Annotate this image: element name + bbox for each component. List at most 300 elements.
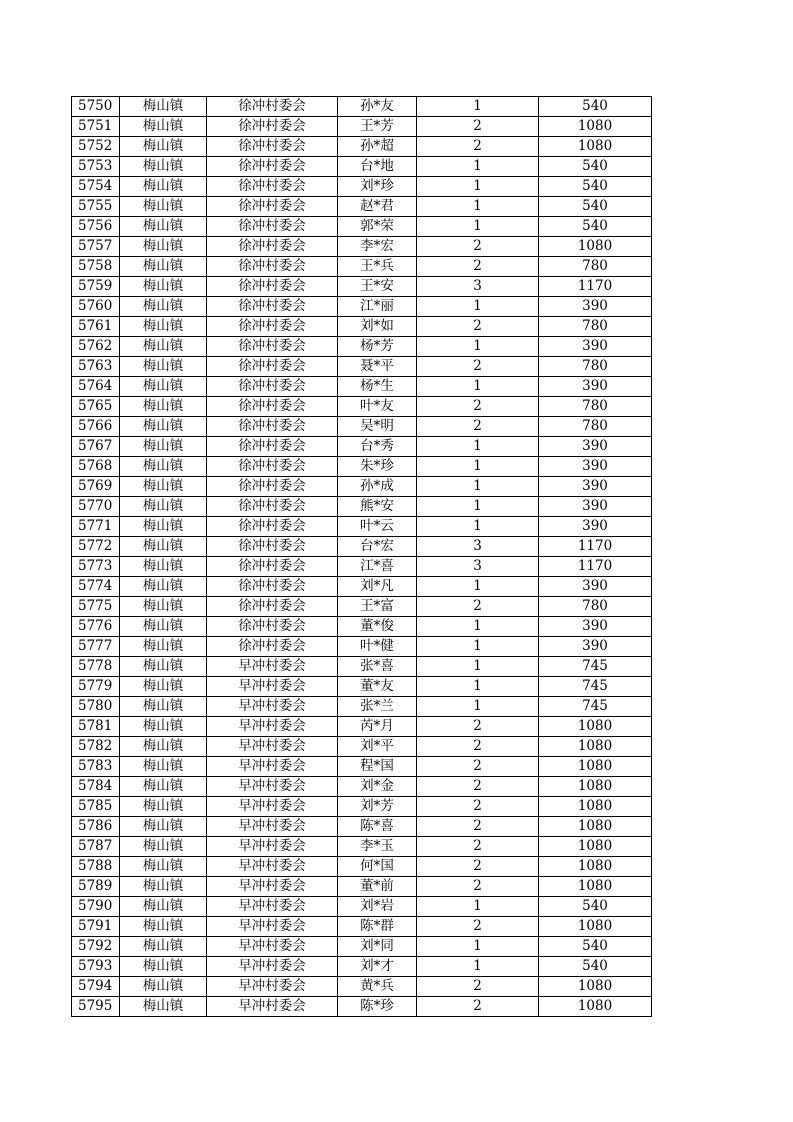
village-committee-cell: 早冲村委会 — [207, 857, 338, 877]
row-number-cell: 5759 — [72, 277, 120, 297]
table-row — [72, 557, 652, 577]
count-cell: 1 — [417, 477, 539, 497]
name-cell: 李*宏 — [338, 237, 417, 257]
village-committee-cell: 徐冲村委会 — [207, 517, 338, 537]
count-cell: 1 — [417, 197, 539, 217]
name-cell: 陈*珍 — [338, 997, 417, 1017]
amount-cell: 390 — [539, 457, 652, 477]
village-committee-cell: 徐冲村委会 — [207, 617, 338, 637]
amount-cell: 540 — [539, 957, 652, 977]
count-cell: 2 — [417, 837, 539, 857]
amount-cell: 745 — [539, 697, 652, 717]
town-cell: 梅山镇 — [120, 717, 207, 737]
name-cell: 江*喜 — [338, 557, 417, 577]
village-committee-cell: 徐冲村委会 — [207, 177, 338, 197]
town-cell: 梅山镇 — [120, 977, 207, 997]
amount-cell: 780 — [539, 597, 652, 617]
village-committee-cell: 早冲村委会 — [207, 797, 338, 817]
table-row — [72, 837, 652, 857]
name-cell: 董*俊 — [338, 617, 417, 637]
row-number-cell: 5787 — [72, 837, 120, 857]
name-cell: 聂*平 — [338, 357, 417, 377]
amount-cell: 540 — [539, 197, 652, 217]
table-row — [72, 457, 652, 477]
village-committee-cell: 早冲村委会 — [207, 897, 338, 917]
village-committee-cell: 徐冲村委会 — [207, 457, 338, 477]
amount-cell: 540 — [539, 157, 652, 177]
amount-cell: 390 — [539, 437, 652, 457]
table-row — [72, 917, 652, 937]
village-committee-cell: 早冲村委会 — [207, 837, 338, 857]
village-committee-cell: 徐冲村委会 — [207, 597, 338, 617]
town-cell: 梅山镇 — [120, 617, 207, 637]
town-cell: 梅山镇 — [120, 597, 207, 617]
table-row — [72, 217, 652, 237]
village-committee-cell: 早冲村委会 — [207, 677, 338, 697]
village-committee-cell: 徐冲村委会 — [207, 337, 338, 357]
table-row — [72, 437, 652, 457]
table-row — [72, 337, 652, 357]
table-row — [72, 617, 652, 637]
table-row — [72, 397, 652, 417]
table-row — [72, 637, 652, 657]
town-cell: 梅山镇 — [120, 677, 207, 697]
village-committee-cell: 徐冲村委会 — [207, 477, 338, 497]
name-cell: 叶*健 — [338, 637, 417, 657]
amount-cell: 1080 — [539, 997, 652, 1017]
village-committee-cell: 徐冲村委会 — [207, 377, 338, 397]
town-cell: 梅山镇 — [120, 417, 207, 437]
village-committee-cell: 徐冲村委会 — [207, 257, 338, 277]
town-cell: 梅山镇 — [120, 877, 207, 897]
name-cell: 吴*明 — [338, 417, 417, 437]
count-cell: 1 — [417, 437, 539, 457]
row-number-cell: 5795 — [72, 997, 120, 1017]
village-committee-cell: 徐冲村委会 — [207, 197, 338, 217]
amount-cell: 1170 — [539, 277, 652, 297]
count-cell: 2 — [417, 597, 539, 617]
table-row — [72, 117, 652, 137]
row-number-cell: 5758 — [72, 257, 120, 277]
village-committee-cell: 早冲村委会 — [207, 777, 338, 797]
count-cell: 1 — [417, 497, 539, 517]
row-number-cell: 5755 — [72, 197, 120, 217]
name-cell: 叶*云 — [338, 517, 417, 537]
table-row — [72, 717, 652, 737]
table-row — [72, 957, 652, 977]
count-cell: 2 — [417, 857, 539, 877]
row-number-cell: 5774 — [72, 577, 120, 597]
village-committee-cell: 早冲村委会 — [207, 977, 338, 997]
town-cell: 梅山镇 — [120, 497, 207, 517]
town-cell: 梅山镇 — [120, 517, 207, 537]
town-cell: 梅山镇 — [120, 457, 207, 477]
table-row — [72, 977, 652, 997]
amount-cell: 1080 — [539, 137, 652, 157]
town-cell: 梅山镇 — [120, 137, 207, 157]
row-number-cell: 5754 — [72, 177, 120, 197]
name-cell: 台*宏 — [338, 537, 417, 557]
amount-cell: 1080 — [539, 737, 652, 757]
village-committee-cell: 徐冲村委会 — [207, 557, 338, 577]
village-committee-cell: 早冲村委会 — [207, 657, 338, 677]
row-number-cell: 5793 — [72, 957, 120, 977]
town-cell: 梅山镇 — [120, 897, 207, 917]
town-cell: 梅山镇 — [120, 157, 207, 177]
table-row — [72, 197, 652, 217]
count-cell: 2 — [417, 117, 539, 137]
count-cell: 1 — [417, 657, 539, 677]
row-number-cell: 5778 — [72, 657, 120, 677]
town-cell: 梅山镇 — [120, 957, 207, 977]
table-row — [72, 697, 652, 717]
village-committee-cell: 徐冲村委会 — [207, 537, 338, 557]
count-cell: 1 — [417, 637, 539, 657]
count-cell: 3 — [417, 277, 539, 297]
village-committee-cell: 徐冲村委会 — [207, 157, 338, 177]
row-number-cell: 5790 — [72, 897, 120, 917]
amount-cell: 745 — [539, 657, 652, 677]
amount-cell: 1080 — [539, 757, 652, 777]
town-cell: 梅山镇 — [120, 737, 207, 757]
name-cell: 江*丽 — [338, 297, 417, 317]
village-committee-cell: 徐冲村委会 — [207, 137, 338, 157]
name-cell: 程*国 — [338, 757, 417, 777]
name-cell: 刘*凡 — [338, 577, 417, 597]
row-number-cell: 5762 — [72, 337, 120, 357]
town-cell: 梅山镇 — [120, 657, 207, 677]
village-committee-cell: 徐冲村委会 — [207, 497, 338, 517]
count-cell: 1 — [417, 897, 539, 917]
row-number-cell: 5781 — [72, 717, 120, 737]
name-cell: 郭*荣 — [338, 217, 417, 237]
town-cell: 梅山镇 — [120, 297, 207, 317]
table-row — [72, 177, 652, 197]
village-committee-cell: 早冲村委会 — [207, 937, 338, 957]
row-number-cell: 5768 — [72, 457, 120, 477]
count-cell: 1 — [417, 697, 539, 717]
amount-cell: 1080 — [539, 917, 652, 937]
name-cell: 孙*友 — [338, 97, 417, 117]
row-number-cell: 5779 — [72, 677, 120, 697]
record-table — [71, 96, 652, 1017]
row-number-cell: 5769 — [72, 477, 120, 497]
count-cell: 1 — [417, 217, 539, 237]
row-number-cell: 5792 — [72, 937, 120, 957]
amount-cell: 780 — [539, 357, 652, 377]
amount-cell: 780 — [539, 417, 652, 437]
town-cell: 梅山镇 — [120, 357, 207, 377]
name-cell: 刘*珍 — [338, 177, 417, 197]
village-committee-cell: 徐冲村委会 — [207, 237, 338, 257]
row-number-cell: 5777 — [72, 637, 120, 657]
amount-cell: 1080 — [539, 857, 652, 877]
count-cell: 2 — [417, 777, 539, 797]
count-cell: 2 — [417, 877, 539, 897]
row-number-cell: 5780 — [72, 697, 120, 717]
amount-cell: 390 — [539, 497, 652, 517]
table-row — [72, 777, 652, 797]
name-cell: 刘*金 — [338, 777, 417, 797]
town-cell: 梅山镇 — [120, 117, 207, 137]
name-cell: 王*富 — [338, 597, 417, 617]
amount-cell: 540 — [539, 177, 652, 197]
row-number-cell: 5750 — [72, 97, 120, 117]
name-cell: 台*秀 — [338, 437, 417, 457]
row-number-cell: 5776 — [72, 617, 120, 637]
table-row — [72, 297, 652, 317]
amount-cell: 1170 — [539, 537, 652, 557]
name-cell: 何*国 — [338, 857, 417, 877]
town-cell: 梅山镇 — [120, 337, 207, 357]
name-cell: 陈*群 — [338, 917, 417, 937]
town-cell: 梅山镇 — [120, 317, 207, 337]
village-committee-cell: 徐冲村委会 — [207, 277, 338, 297]
count-cell: 2 — [417, 357, 539, 377]
town-cell: 梅山镇 — [120, 397, 207, 417]
record-table-body — [72, 97, 652, 1017]
amount-cell: 390 — [539, 517, 652, 537]
table-row — [72, 577, 652, 597]
name-cell: 董*前 — [338, 877, 417, 897]
count-cell: 2 — [417, 817, 539, 837]
count-cell: 1 — [417, 677, 539, 697]
row-number-cell: 5773 — [72, 557, 120, 577]
amount-cell: 1080 — [539, 777, 652, 797]
village-committee-cell: 徐冲村委会 — [207, 637, 338, 657]
table-row — [72, 497, 652, 517]
row-number-cell: 5775 — [72, 597, 120, 617]
town-cell: 梅山镇 — [120, 777, 207, 797]
table-row — [72, 477, 652, 497]
amount-cell: 390 — [539, 637, 652, 657]
town-cell: 梅山镇 — [120, 557, 207, 577]
name-cell: 孙*超 — [338, 137, 417, 157]
village-committee-cell: 徐冲村委会 — [207, 117, 338, 137]
name-cell: 黄*兵 — [338, 977, 417, 997]
row-number-cell: 5753 — [72, 157, 120, 177]
town-cell: 梅山镇 — [120, 197, 207, 217]
table-row — [72, 97, 652, 117]
town-cell: 梅山镇 — [120, 277, 207, 297]
count-cell: 1 — [417, 97, 539, 117]
count-cell: 2 — [417, 917, 539, 937]
amount-cell: 1080 — [539, 237, 652, 257]
row-number-cell: 5752 — [72, 137, 120, 157]
count-cell: 2 — [417, 757, 539, 777]
town-cell: 梅山镇 — [120, 857, 207, 877]
row-number-cell: 5791 — [72, 917, 120, 937]
town-cell: 梅山镇 — [120, 217, 207, 237]
table-row — [72, 597, 652, 617]
town-cell: 梅山镇 — [120, 97, 207, 117]
count-cell: 2 — [417, 257, 539, 277]
count-cell: 2 — [417, 397, 539, 417]
row-number-cell: 5766 — [72, 417, 120, 437]
village-committee-cell: 徐冲村委会 — [207, 317, 338, 337]
village-committee-cell: 徐冲村委会 — [207, 297, 338, 317]
row-number-cell: 5794 — [72, 977, 120, 997]
town-cell: 梅山镇 — [120, 997, 207, 1017]
row-number-cell: 5789 — [72, 877, 120, 897]
row-number-cell: 5757 — [72, 237, 120, 257]
table-row — [72, 657, 652, 677]
table-row — [72, 797, 652, 817]
amount-cell: 540 — [539, 937, 652, 957]
name-cell: 王*安 — [338, 277, 417, 297]
table-row — [72, 937, 652, 957]
count-cell: 1 — [417, 177, 539, 197]
row-number-cell: 5770 — [72, 497, 120, 517]
count-cell: 1 — [417, 377, 539, 397]
count-cell: 3 — [417, 557, 539, 577]
name-cell: 杨*生 — [338, 377, 417, 397]
town-cell: 梅山镇 — [120, 257, 207, 277]
village-committee-cell: 早冲村委会 — [207, 877, 338, 897]
row-number-cell: 5760 — [72, 297, 120, 317]
table-row — [72, 537, 652, 557]
table-row — [72, 997, 652, 1017]
name-cell: 李*玉 — [338, 837, 417, 857]
name-cell: 赵*君 — [338, 197, 417, 217]
village-committee-cell: 早冲村委会 — [207, 997, 338, 1017]
village-committee-cell: 徐冲村委会 — [207, 357, 338, 377]
count-cell: 2 — [417, 797, 539, 817]
table-row — [72, 317, 652, 337]
row-number-cell: 5751 — [72, 117, 120, 137]
count-cell: 1 — [417, 157, 539, 177]
amount-cell: 1080 — [539, 977, 652, 997]
name-cell: 王*芳 — [338, 117, 417, 137]
name-cell: 朱*珍 — [338, 457, 417, 477]
amount-cell: 540 — [539, 217, 652, 237]
town-cell: 梅山镇 — [120, 697, 207, 717]
name-cell: 熊*安 — [338, 497, 417, 517]
table-row — [72, 237, 652, 257]
village-committee-cell: 徐冲村委会 — [207, 217, 338, 237]
village-committee-cell: 早冲村委会 — [207, 957, 338, 977]
table-row — [72, 677, 652, 697]
name-cell: 杨*芳 — [338, 337, 417, 357]
table-row — [72, 517, 652, 537]
town-cell: 梅山镇 — [120, 237, 207, 257]
table-row — [72, 357, 652, 377]
town-cell: 梅山镇 — [120, 537, 207, 557]
name-cell: 刘*岩 — [338, 897, 417, 917]
name-cell: 孙*成 — [338, 477, 417, 497]
amount-cell: 390 — [539, 377, 652, 397]
village-committee-cell: 早冲村委会 — [207, 697, 338, 717]
town-cell: 梅山镇 — [120, 757, 207, 777]
name-cell: 陈*喜 — [338, 817, 417, 837]
name-cell: 刘*芳 — [338, 797, 417, 817]
count-cell: 2 — [417, 137, 539, 157]
table-row — [72, 277, 652, 297]
table-row — [72, 417, 652, 437]
name-cell: 刘*同 — [338, 937, 417, 957]
table-row — [72, 897, 652, 917]
table-row — [72, 757, 652, 777]
amount-cell: 390 — [539, 617, 652, 637]
town-cell: 梅山镇 — [120, 477, 207, 497]
village-committee-cell: 早冲村委会 — [207, 737, 338, 757]
count-cell: 2 — [417, 737, 539, 757]
row-number-cell: 5763 — [72, 357, 120, 377]
town-cell: 梅山镇 — [120, 837, 207, 857]
village-committee-cell: 徐冲村委会 — [207, 417, 338, 437]
town-cell: 梅山镇 — [120, 917, 207, 937]
count-cell: 2 — [417, 977, 539, 997]
table-row — [72, 737, 652, 757]
name-cell: 张*兰 — [338, 697, 417, 717]
amount-cell: 1080 — [539, 817, 652, 837]
village-committee-cell: 徐冲村委会 — [207, 577, 338, 597]
row-number-cell: 5783 — [72, 757, 120, 777]
village-committee-cell: 徐冲村委会 — [207, 397, 338, 417]
amount-cell: 390 — [539, 297, 652, 317]
table-row — [72, 817, 652, 837]
village-committee-cell: 早冲村委会 — [207, 757, 338, 777]
count-cell: 2 — [417, 417, 539, 437]
name-cell: 刘*平 — [338, 737, 417, 757]
count-cell: 1 — [417, 517, 539, 537]
village-committee-cell: 徐冲村委会 — [207, 97, 338, 117]
row-number-cell: 5784 — [72, 777, 120, 797]
town-cell: 梅山镇 — [120, 637, 207, 657]
name-cell: 叶*友 — [338, 397, 417, 417]
table-row — [72, 377, 652, 397]
amount-cell: 1080 — [539, 797, 652, 817]
amount-cell: 390 — [539, 477, 652, 497]
amount-cell: 540 — [539, 897, 652, 917]
count-cell: 3 — [417, 537, 539, 557]
count-cell: 2 — [417, 997, 539, 1017]
amount-cell: 780 — [539, 257, 652, 277]
row-number-cell: 5772 — [72, 537, 120, 557]
town-cell: 梅山镇 — [120, 577, 207, 597]
name-cell: 芮*月 — [338, 717, 417, 737]
table-row — [72, 257, 652, 277]
row-number-cell: 5767 — [72, 437, 120, 457]
count-cell: 1 — [417, 577, 539, 597]
name-cell: 台*地 — [338, 157, 417, 177]
row-number-cell: 5756 — [72, 217, 120, 237]
row-number-cell: 5764 — [72, 377, 120, 397]
amount-cell: 1080 — [539, 837, 652, 857]
town-cell: 梅山镇 — [120, 937, 207, 957]
row-number-cell: 5785 — [72, 797, 120, 817]
name-cell: 王*兵 — [338, 257, 417, 277]
count-cell: 1 — [417, 297, 539, 317]
amount-cell: 745 — [539, 677, 652, 697]
name-cell: 张*喜 — [338, 657, 417, 677]
table-row — [72, 137, 652, 157]
table-row — [72, 157, 652, 177]
amount-cell: 1080 — [539, 877, 652, 897]
town-cell: 梅山镇 — [120, 377, 207, 397]
row-number-cell: 5786 — [72, 817, 120, 837]
count-cell: 1 — [417, 937, 539, 957]
amount-cell: 780 — [539, 317, 652, 337]
table-row — [72, 857, 652, 877]
village-committee-cell: 徐冲村委会 — [207, 437, 338, 457]
count-cell: 2 — [417, 237, 539, 257]
village-committee-cell: 早冲村委会 — [207, 917, 338, 937]
amount-cell: 780 — [539, 397, 652, 417]
row-number-cell: 5782 — [72, 737, 120, 757]
count-cell: 1 — [417, 957, 539, 977]
name-cell: 刘*才 — [338, 957, 417, 977]
